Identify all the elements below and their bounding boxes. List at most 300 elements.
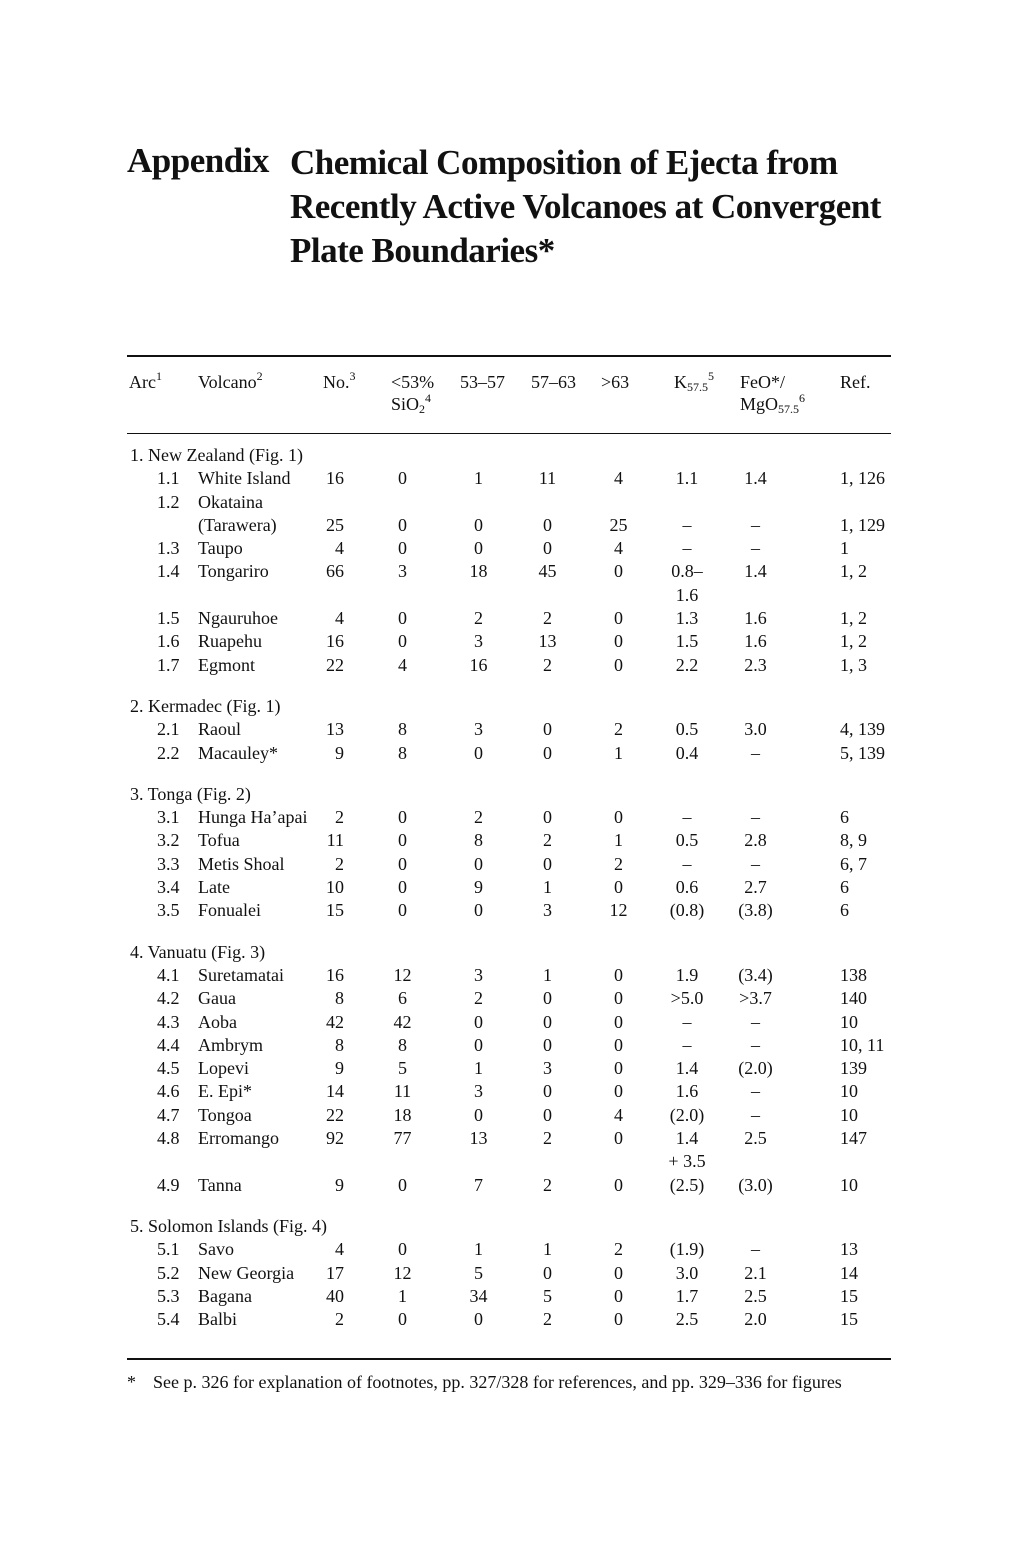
feo-mgo-value: (3.0) <box>738 1175 773 1195</box>
count-above-63: 1 <box>614 743 623 763</box>
table-row <box>0 1104 1020 1127</box>
count-57-63: 2 <box>543 1175 552 1195</box>
count-53-57: 0 <box>474 743 483 763</box>
k-value: 1.6 <box>675 585 699 605</box>
k-value: (2.5) <box>669 1175 705 1195</box>
volcano-name: Macauley* <box>198 743 278 763</box>
count-57-63: 0 <box>543 743 552 763</box>
sample-count: 9 <box>335 743 344 763</box>
count-below-53: 0 <box>398 1175 407 1195</box>
row-number: 1.5 <box>157 608 180 628</box>
table-row <box>0 1285 1020 1308</box>
count-53-57: 0 <box>474 854 483 874</box>
volcano-name: Balbi <box>198 1309 237 1329</box>
sample-count: 22 <box>326 655 344 675</box>
count-below-53: 0 <box>398 830 407 850</box>
k-value: (1.9) <box>669 1239 705 1259</box>
count-above-63: 0 <box>614 965 623 985</box>
k-value: – <box>682 515 692 535</box>
count-57-63: 0 <box>543 1012 552 1032</box>
count-57-63: 0 <box>543 515 552 535</box>
reference: 6 <box>840 877 849 897</box>
header-volcano: Volcano$^2$ <box>198 369 263 392</box>
feo-mgo-value: – <box>751 1105 760 1125</box>
sample-count: 17 <box>326 1263 344 1283</box>
count-57-63: 3 <box>543 1058 552 1078</box>
k-value: – <box>682 1035 692 1055</box>
row-number: 3.3 <box>157 854 180 874</box>
count-57-63: 1 <box>543 877 552 897</box>
reference: 1, 2 <box>840 608 867 628</box>
count-57-63: 3 <box>543 900 552 920</box>
count-above-63: 12 <box>609 900 628 920</box>
count-57-63: 2 <box>543 608 552 628</box>
count-57-63: 0 <box>543 1035 552 1055</box>
count-above-63: 0 <box>614 988 623 1008</box>
arc-group-heading <box>0 783 1020 806</box>
header-mgo: MgO$_{57.5}^6$ <box>740 391 806 416</box>
sample-count: 16 <box>326 631 344 651</box>
count-below-53: 0 <box>398 468 407 488</box>
volcano-name: Gaua <box>198 988 236 1008</box>
count-above-63: 25 <box>609 515 628 535</box>
count-below-53: 0 <box>398 900 407 920</box>
count-below-53: 0 <box>398 631 407 651</box>
row-number: 5.4 <box>157 1309 180 1329</box>
header-57-63: 57–63 <box>531 372 576 392</box>
table-row <box>0 987 1020 1010</box>
count-53-57: 2 <box>474 988 483 1008</box>
k-value: 0.5 <box>675 830 699 850</box>
row-number: 5.2 <box>157 1263 180 1283</box>
count-57-63: 0 <box>543 719 552 739</box>
count-57-63: 2 <box>543 655 552 675</box>
volcano-name: Bagana <box>198 1286 252 1306</box>
count-57-63: 0 <box>543 988 552 1008</box>
count-53-57: 0 <box>474 1309 483 1329</box>
row-number: 4.9 <box>157 1175 180 1195</box>
volcano-name: Taupo <box>198 538 243 558</box>
row-number: 4.1 <box>157 965 180 985</box>
count-below-53: 11 <box>393 1081 412 1101</box>
feo-mgo-value: 2.3 <box>744 655 767 675</box>
header-lt53: <53% <box>391 372 435 392</box>
count-57-63: 1 <box>543 1239 552 1259</box>
table-row <box>0 806 1020 829</box>
table-row <box>0 742 1020 765</box>
count-53-57: 3 <box>474 965 483 985</box>
volcano-name: (Tarawera) <box>198 515 277 535</box>
table-row <box>0 514 1020 537</box>
sample-count: 16 <box>326 965 344 985</box>
count-below-53: 0 <box>398 538 407 558</box>
arc-group-label: 5. Solomon Islands (Fig. 4) <box>130 1216 328 1236</box>
count-57-63: 5 <box>543 1286 552 1306</box>
reference: 138 <box>840 965 867 985</box>
sample-count: 2 <box>335 854 344 874</box>
table-row <box>0 1127 1020 1150</box>
row-number: 4.6 <box>157 1081 180 1101</box>
row-number: 3.2 <box>157 830 180 850</box>
volcano-name: Tongariro <box>198 561 269 581</box>
k-value: 1.4 <box>675 1058 699 1078</box>
count-below-53: 4 <box>398 655 407 675</box>
k-value: 0.5 <box>675 719 699 739</box>
arc-group-heading <box>0 695 1020 718</box>
reference: 1, 126 <box>840 468 885 488</box>
feo-mgo-value: 1.6 <box>744 631 767 651</box>
sample-count: 66 <box>326 561 344 581</box>
volcano-name: Tofua <box>198 830 240 850</box>
count-above-63: 0 <box>614 1263 623 1283</box>
k-value: + 3.5 <box>668 1151 706 1171</box>
reference: 6 <box>840 900 849 920</box>
sample-count: 25 <box>326 515 344 535</box>
count-below-53: 5 <box>398 1058 407 1078</box>
volcano-name: Erromango <box>198 1128 279 1148</box>
sample-count: 22 <box>326 1105 344 1125</box>
reference: 5, 139 <box>840 743 885 763</box>
table-row <box>0 718 1020 741</box>
table-row <box>0 1174 1020 1197</box>
appendix-label: Appendix <box>127 141 269 180</box>
volcano-name: White Island <box>198 468 291 488</box>
reference: 15 <box>840 1309 858 1329</box>
sample-count: 92 <box>326 1128 344 1148</box>
k-value: 0.8– <box>671 561 703 581</box>
row-number: 1.6 <box>157 631 180 651</box>
count-53-57: 13 <box>469 1128 488 1148</box>
volcano-name: Aoba <box>198 1012 237 1032</box>
count-57-63: 0 <box>543 1081 552 1101</box>
table-row <box>0 1057 1020 1080</box>
k-value: 1.3 <box>675 608 699 628</box>
feo-mgo-value: 2.1 <box>744 1263 767 1283</box>
feo-mgo-value: – <box>751 1035 760 1055</box>
reference: 10 <box>840 1081 858 1101</box>
count-57-63: 0 <box>543 854 552 874</box>
count-below-53: 1 <box>398 1286 407 1306</box>
reference: 10 <box>840 1012 858 1032</box>
count-below-53: 0 <box>398 807 407 827</box>
row-number: 3.1 <box>157 807 180 827</box>
feo-mgo-value: (3.4) <box>738 965 773 985</box>
count-below-53: 0 <box>398 854 407 874</box>
volcano-name: Raoul <box>198 719 241 739</box>
count-53-57: 2 <box>474 807 483 827</box>
table-row <box>0 1034 1020 1057</box>
count-57-63: 1 <box>543 965 552 985</box>
footnote-text: See p. 326 for explanation of footnotes, pp. 327/328 for references, and pp. 329–336 for figures <box>153 1372 842 1392</box>
row-number: 4.8 <box>157 1128 180 1148</box>
volcano-name: Hunga Ha’apai <box>198 807 308 827</box>
volcano-name: New Georgia <box>198 1263 295 1283</box>
count-above-63: 0 <box>614 608 623 628</box>
count-above-63: 2 <box>614 854 623 874</box>
feo-mgo-value: 2.5 <box>744 1128 767 1148</box>
volcano-name: Ngauruhoe <box>198 608 278 628</box>
k-value: (2.0) <box>669 1105 705 1125</box>
volcano-name: Lopevi <box>198 1058 249 1078</box>
table-row <box>0 1150 1020 1173</box>
reference: 10 <box>840 1175 858 1195</box>
table-row <box>0 584 1020 607</box>
reference: 4, 139 <box>840 719 885 739</box>
feo-mgo-value: 2.5 <box>744 1286 767 1306</box>
count-above-63: 2 <box>614 719 623 739</box>
reference: 140 <box>840 988 867 1008</box>
sample-count: 10 <box>326 877 344 897</box>
arc-group-label: 4. Vanuatu (Fig. 3) <box>130 942 266 962</box>
count-53-57: 1 <box>474 1239 483 1259</box>
count-above-63: 0 <box>614 1058 623 1078</box>
arc-group-label: 2. Kermadec (Fig. 1) <box>130 696 281 716</box>
table-row <box>0 491 1020 514</box>
count-below-53: 8 <box>398 1035 407 1055</box>
header-ref: Ref. <box>840 372 871 392</box>
k-value: 1.6 <box>675 1081 699 1101</box>
feo-mgo-value: – <box>751 538 760 558</box>
count-53-57: 9 <box>474 877 483 897</box>
table-row <box>0 964 1020 987</box>
volcano-name: E. Epi* <box>198 1081 252 1101</box>
reference: 1, 129 <box>840 515 885 535</box>
row-number: 1.4 <box>157 561 180 581</box>
k-value: 1.5 <box>675 631 699 651</box>
table-row <box>0 1011 1020 1034</box>
count-above-63: 0 <box>614 1309 623 1329</box>
sample-count: 14 <box>326 1081 344 1101</box>
count-53-57: 3 <box>474 719 483 739</box>
count-53-57: 0 <box>474 538 483 558</box>
reference: 6, 7 <box>840 854 867 874</box>
count-above-63: 4 <box>614 538 623 558</box>
row-number: 5.3 <box>157 1286 180 1306</box>
row-number: 2.1 <box>157 719 180 739</box>
reference: 1, 3 <box>840 655 867 675</box>
sample-count: 2 <box>335 807 344 827</box>
feo-mgo-value: – <box>751 1012 760 1032</box>
count-53-57: 3 <box>474 631 483 651</box>
count-53-57: 0 <box>474 1105 483 1125</box>
appendix-title: Chemical Composition of Ejecta from Recently Active Volcanoes at Convergent Plate Boundaries* <box>290 143 881 270</box>
arc-group-label: 1. New Zealand (Fig. 1) <box>130 445 303 465</box>
reference: 15 <box>840 1286 858 1306</box>
sample-count: 40 <box>326 1286 344 1306</box>
volcano-name: Fonualei <box>198 900 261 920</box>
reference: 147 <box>840 1128 867 1148</box>
count-above-63: 0 <box>614 877 623 897</box>
count-53-57: 34 <box>469 1286 488 1306</box>
k-value: 0.6 <box>675 877 699 897</box>
arc-group-heading <box>0 941 1020 964</box>
count-above-63: 0 <box>614 1286 623 1306</box>
table-row <box>0 853 1020 876</box>
count-above-63: 0 <box>614 807 623 827</box>
sample-count: 4 <box>335 538 344 558</box>
k-value: 2.2 <box>675 655 699 675</box>
k-value: – <box>682 1012 692 1032</box>
feo-mgo-value: – <box>751 807 760 827</box>
sample-count: 8 <box>335 988 344 1008</box>
feo-mgo-value: 3.0 <box>744 719 767 739</box>
feo-mgo-value: – <box>751 1081 760 1101</box>
table-row <box>0 1080 1020 1103</box>
row-number: 4.7 <box>157 1105 180 1125</box>
reference: 1, 2 <box>840 561 867 581</box>
feo-mgo-value: – <box>751 854 760 874</box>
table-row <box>0 537 1020 560</box>
table-row <box>0 829 1020 852</box>
header-no: No.$^3$ <box>323 369 356 392</box>
table-row <box>0 607 1020 630</box>
count-57-63: 45 <box>538 561 557 581</box>
header-arc: Arc$^1$ <box>129 369 162 392</box>
feo-mgo-value: >3.7 <box>739 988 772 1008</box>
volcano-name: Okataina <box>198 492 263 512</box>
sample-count: 8 <box>335 1035 344 1055</box>
k-value: – <box>682 538 692 558</box>
count-above-63: 0 <box>614 1012 623 1032</box>
count-57-63: 2 <box>543 1309 552 1329</box>
volcano-name: Metis Shoal <box>198 854 285 874</box>
count-53-57: 18 <box>469 561 488 581</box>
count-above-63: 0 <box>614 561 623 581</box>
volcano-name: Late <box>198 877 230 897</box>
feo-mgo-value: 2.7 <box>744 877 767 897</box>
sample-count: 11 <box>326 830 344 850</box>
arc-group-heading <box>0 444 1020 467</box>
feo-mgo-value: 1.4 <box>744 468 767 488</box>
reference: 1 <box>840 538 849 558</box>
count-above-63: 0 <box>614 631 623 651</box>
count-below-53: 12 <box>393 965 412 985</box>
sample-count: 9 <box>335 1175 344 1195</box>
feo-mgo-value: 1.6 <box>744 608 767 628</box>
count-57-63: 13 <box>538 631 557 651</box>
count-53-57: 8 <box>474 830 483 850</box>
header-feo: FeO*/ <box>740 372 785 392</box>
count-below-53: 0 <box>398 1309 407 1329</box>
arc-group-heading <box>0 1215 1020 1238</box>
table-row <box>0 1308 1020 1331</box>
table-row <box>0 467 1020 490</box>
volcano-name: Tanna <box>198 1175 242 1195</box>
reference: 8, 9 <box>840 830 867 850</box>
k-value: – <box>682 807 692 827</box>
reference: 10 <box>840 1105 858 1125</box>
count-53-57: 2 <box>474 608 483 628</box>
sample-count: 4 <box>335 1239 344 1259</box>
count-above-63: 4 <box>614 1105 623 1125</box>
k-value: 3.0 <box>675 1263 699 1283</box>
count-above-63: 1 <box>614 830 623 850</box>
count-57-63: 0 <box>543 1105 552 1125</box>
count-below-53: 6 <box>398 988 407 1008</box>
table-row <box>0 630 1020 653</box>
row-number: 4.3 <box>157 1012 180 1032</box>
volcano-name: Suretamatai <box>198 965 284 985</box>
k-value: 0.4 <box>675 743 699 763</box>
feo-mgo-value: (3.8) <box>738 900 773 920</box>
feo-mgo-value: 2.0 <box>744 1309 767 1329</box>
reference: 13 <box>840 1239 858 1259</box>
k-value: 1.1 <box>675 468 699 488</box>
sample-count: 42 <box>326 1012 344 1032</box>
feo-mgo-value: – <box>751 743 760 763</box>
count-below-53: 8 <box>398 743 407 763</box>
count-below-53: 8 <box>398 719 407 739</box>
k-value: >5.0 <box>670 988 704 1008</box>
volcano-name: Tongoa <box>198 1105 252 1125</box>
count-53-57: 16 <box>469 655 488 675</box>
volcano-name: Egmont <box>198 655 255 675</box>
count-below-53: 0 <box>398 1239 407 1259</box>
reference: 14 <box>840 1263 858 1283</box>
header-gt63: >63 <box>601 372 630 392</box>
arc-group-label: 3. Tonga (Fig. 2) <box>130 784 251 804</box>
count-57-63: 0 <box>543 538 552 558</box>
count-above-63: 0 <box>614 655 623 675</box>
volcano-name: Ambrym <box>198 1035 263 1055</box>
k-value: 1.9 <box>675 965 699 985</box>
count-57-63: 0 <box>543 807 552 827</box>
count-53-57: 3 <box>474 1081 483 1101</box>
feo-mgo-value: – <box>751 515 760 535</box>
row-number: 1.2 <box>157 492 180 512</box>
row-number: 4.2 <box>157 988 180 1008</box>
row-number: 4.4 <box>157 1035 180 1055</box>
header-53-57: 53–57 <box>460 372 505 392</box>
count-below-53: 0 <box>398 877 407 897</box>
count-below-53: 3 <box>398 561 407 581</box>
table-bottom-rule <box>127 1358 891 1360</box>
table-row <box>0 876 1020 899</box>
count-53-57: 5 <box>474 1263 483 1283</box>
count-53-57: 0 <box>474 1012 483 1032</box>
k-value: (0.8) <box>669 900 705 920</box>
volcano-name: Savo <box>198 1239 234 1259</box>
table-row <box>0 1262 1020 1285</box>
count-53-57: 1 <box>474 1058 483 1078</box>
count-below-53: 0 <box>398 515 407 535</box>
count-53-57: 7 <box>474 1175 483 1195</box>
count-below-53: 12 <box>393 1263 412 1283</box>
header-k575: $K_{57.5}^5$ <box>674 369 714 394</box>
row-number: 4.5 <box>157 1058 180 1078</box>
feo-mgo-value: – <box>751 1239 760 1259</box>
reference: 139 <box>840 1058 867 1078</box>
reference: 10, 11 <box>840 1035 885 1055</box>
k-value: – <box>682 854 692 874</box>
sample-count: 9 <box>335 1058 344 1078</box>
count-below-53: 0 <box>398 608 407 628</box>
count-below-53: 77 <box>393 1128 412 1148</box>
k-value: 1.4 <box>675 1128 699 1148</box>
table-row <box>0 654 1020 677</box>
feo-mgo-value: (2.0) <box>738 1058 773 1078</box>
count-53-57: 1 <box>474 468 483 488</box>
count-above-63: 0 <box>614 1081 623 1101</box>
count-53-57: 0 <box>474 900 483 920</box>
volcano-name: Ruapehu <box>198 631 262 651</box>
row-number: 1.1 <box>157 468 180 488</box>
count-above-63: 0 <box>614 1175 623 1195</box>
count-53-57: 0 <box>474 1035 483 1055</box>
reference: 6 <box>840 807 849 827</box>
count-above-63: 0 <box>614 1035 623 1055</box>
feo-mgo-value: 2.8 <box>744 830 767 850</box>
